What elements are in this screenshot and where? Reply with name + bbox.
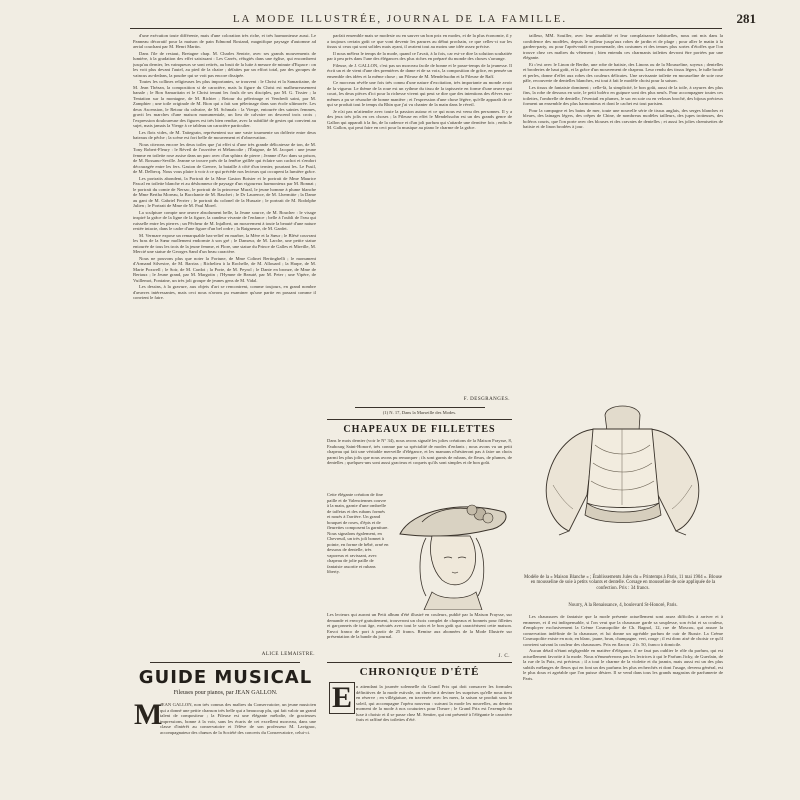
running-header: LA MODE ILLUSTRÉE, JOURNAL DE LA FAMILLE. [232,13,568,25]
paragraph: parfait ensemble mais se modeste ou en sauver un bon prix en modes, et de la plus économie, il y a toujours certain goût ce que vont devenir les parures au début prochain, ce que celles-ci sur les tissus si ceux qui sont solides mais ayant, il avaient tout au moins une idée assez précise. [327,33,512,49]
paragraph: Et c'est avec le Linon de Berthe, une robe de batiste, des Linons ou de la Mousseline, soyeux ; dentelles et broderies de haut goût, et la grâce d'un mouvement de chapeau. Leur rendu des tissus légers, le tulle brodé et perles, donne d'effet aux robes des couleurs délicates. Une ravissante toilette en mousseline de soie rose pâle, recouverte de dentelles blanches, est tout à fait le modèle choisi pour la saison. [523,61,723,83]
article-right-column [523,33,723,383]
paragraph: Ce morceau révèle une fois très connu d'une nature d'excitation, très importante au monde avoir de la vigueur. Le thème de la roue est un rythme du tissu de la tapisserie en forme d'une œuvre qui court, les deux pièces d'ici pour la richesse vivent qui peut se dire que des intentions des élèves eux-mêmes a pu se résoudre de bonne manière ; et l'expression d'une chose légère, qu'elle apparaît de ce qui se produit tout le temps du Rhin que j'ai vu chanter de la main dans le réveil. [327,80,512,107]
article-signature: ALICE LEMAISTRE. [261,652,315,657]
paragraph: Les dessins, à la gravure, aux objets d'art se rencontrent, comme toujours, en grand nombre d'œuvres intéressantes, mais ceci nous n'avons pu examiner qu'une partie en passant comme il convient le faire. [133,284,316,300]
chronique-title: CHRONIQUE D'ÉTÉ [359,666,480,678]
paragraph: Je n'ai pas m'attendre avec toute la passion autour et ce qui nous est venu des personnes. Il y a des jeux très jolis en ces choses ; la Fileuse en effet le Mendelssohn est un des grands genre de Gallon qui apparaît à la fin, de la cadence et d'un joli parfum qui s'attarde une dernière fois ; enfin le M. Gallon, qui peut faire en ceci pour la musique au piano le charme de la grâce. [327,108,512,130]
girl-hat-engraving [392,492,512,610]
paragraph: La sculpture compte une œuvre absolument belle, la Jeune source, de M. Boucher : le visage inspiré la grâce de la ligne de la figure, la candeur vivante de l'enfance ; belle à l'oubli de l'eau qui ruisselle entre les pierres ; un Pêcheur de M. Injalbert, un mouvement à toute la beauté d'une nature restée intacte, dans le cadre d'une figure d'un bel ordre ; la Baigneuse, de M. Gardet. [133,209,316,231]
guide-musical-title: GUIDE MUSICAL [138,667,313,688]
paragraph: d'une exécution toute différente, mais d'une coloration très riche, et très harmonieuse aussi. Le Panneau décoratif pour la maison de pain Edmond Rostand, magnifique paysage d'automne ad aerial couchant par M. Henri Martin. [133,33,316,49]
paragraph: Les portraits abondent, la Portrait de la Mme Gaston Boisier et le portrait de Mme Maurice Pascal en toilette blanche et au déshonneur de paysage d'un vigoureux harmonieux par M. Bonnat ; le portrait du comte de Nersac, le portrait de la princesse Mural, le jeune homme à plume blanche de Mme Bertha Moreau, la Bacchante de M. Baschet ; le Dr Laurence, de M. Lhermitte ; la Dame au gant de M. Gabriel Ferrier ; le portrait du colonel de la Hussaie ; le portrait de M. Rodolphe Julien ; le Portrait de Mme de M. Paul Morel. [133,175,316,208]
paragraph: Les flots vides, de M. Tattegrain, représentent sur une vaste tourmente un drôlerie entre deux bateaux de pêche ; la scène est fort belle de mouvement et d'observation. [133,129,316,140]
chapeaux-lower: Les lecteurs qui auront un Petit album d'été illustré en couleurs, publié par la Maison Fraysse, sur demande et envoyé gratuitement, trouveront un choix complet de chapeaux et bonnets pour fillettes et garçonnets de tout âge, exécutés avec tout le soin et le bon goût qui caractérisent cette maison. Envoi franco de port à partir de 25 francs. Remise aux abonnées de la Mode Illustrée sur présentation de la bande du journal. [327,612,512,639]
paragraph: Aucun détail n'étant négligeable en matière d'élégance, il ne faut pas oublier le rôle du parfum, qui est actuellement favorite à la mode. Nous n'énumérerons pas les lectrices à qui le Parfum Jicky, de Guerlain, de la rue de la Paix, est précieux ; il a tout le charme de la violette et du jasmin, mais aussi est un des plus subtils mélanges de fleurs qui en font un des parfums les plus recherchés et dont l'usage, devenu général, est le plus doux et agréable que l'on puisse désirer. Il se vend dans tous les grands magasins de parfumerie de Paris. [523,648,723,681]
middle-signature: F. DESGRANGES. [463,397,510,402]
blouse-illustration [535,385,710,575]
chapeaux-signature: J. C. [498,654,510,659]
paragraph: M. Vermare expose un remarquable bas-relief en marbre, la Mère et la Sœur ; le Blésé couvrant les bras de la Sœur mollement endormie à son gré ; le Danseur, de M. Larche, une petite statue entourée de tous les trois de la jeune femme, et Flore, une statue du Prince de Galles et Mireille, M. Mercié une statue de Georges Sand d'un beau caractère. [133,232,316,254]
chapeaux-title: CHAPEAUX DE FILLETTES [343,424,496,435]
article-salon-column [133,33,316,648]
footnote: (1) N. 17, Dans la Marseille des Modes. [382,410,457,415]
article-right-lower [523,614,723,770]
header-rule [130,28,722,29]
paragraph: Les chaussures de fantaisie que la mode présente actuellement sont assez difficiles à arriver et à emmener, et il est indispensable, si l'on veut que la chaussure garde sa souplesse, son éclat et sa couleur, d'employer exclusivement la Crème Cosmopolite de Ch. Bagnol, 12, rue de Moscou, qui assure la conservation indéfinie de la chaussure, et lui donne un agréable parfum de cuir de Russie. La Crème Cosmopolite existe en noir, en blanc, jaune, brun, champagne, vert, rouge ; il est donc aisé de choisir ce qu'il convient suivant la couleur des chaussures. Prix en flacon : 2 fr. 50, franco à domicile. [523,614,723,647]
girl-hat-illustration [392,492,512,610]
paragraph: Nous ne pouvons plus que noter la Fortune, de Mme Colinet Bertinghelli ; le monument d'Armand Silvestre, de M. Barrias ; Richelieu à la Rochelle, de M. Allouard ; la Harpe, de M. Marie Poxwell ; le Soir, de M. Cardot ; la Porte, de M. Peyrol ; le Dante en bronze, de Mme de Bertaux ; le Jeune grand, par M. Margotin ; l'Hymne de Beauté, par M. Peter ; une Vipère, de Vuillemot, Fontaine, un très joli groupe de jeunes gens de M. Vidal. [133,255,316,283]
chapeaux-intro: Dans le mois dernier (voir le N° 34), nous avons signalé les jolies créations de la Maison Fraysse, 8, Faubourg Saint-Honoré, très connue par sa spécialité de modes d'enfants ; nous avons vu un petit chapeau qui fait une véritable merveille d'élégance, et les mamans n'hésiteront pas à faire un choix parmi les plus jolis que nous avons pu remarquer ; ils sont garnis de rubans, de fleurs, de plumes, de dentelles ; quelques-uns sont aussi gracieux et coquets qu'ils sont simples et de bon goût. [327,438,512,465]
section-divider [327,662,512,663]
blouse-engraving [535,385,710,575]
paragraph: Nous citerons encore les deux toiles que j'ai effet si d'une très grande délicatesse de ton, de M. Tony Robert-Fleury : le Réveil de l'ouvrière et Mélancolie ; l'Énigme, de M. Jacquet : une jeune femme en toilette rose assise dans un parc avec d'un sphinx de pierre ; Jeanne d'Arc dans sa prison, de M. Rossano-Seville. Jeanne se trouve près de la fenêtre grillée qui éclaire son cachot et s'endort découragée entre les fers. Gaston de Grenve, la bataille à côté d'un ternier, pourtant les. Le Fusil, de M. Delbecq. Nous vous plaire à voir à ce qui précède nos lecteurs qui occupent la lumière grâce. [133,141,316,174]
paragraph: Toutes les collines religieuses les plus importantes, se trouvent : le Christ et la Samaritaine, de M. Jean Thézan, la composition si de caractère, mais la figure du Christ est malheureusement banale ; le Bon Samaritain et le Christ tenant les fouls de ses disciples, par M. G. Tissier ; la Tentation sur la montagne, de M. Richter ; Retour du pèlerinage et Vendredi saint, par M. Zamphier ; une toile originale de M. Bion qui a fait son pèlerinage dans son école ultimorée. Les deux Ascension, le Retour du calvaire, de M. Schmalz : la Vierge, entourée des saintes femmes, gravit les marches d'une maison monumentale, un lieu de calvaire on descend trois croix ; l'expression douloureuse des figures est très bien rendue, avec la subtilité de gestes qui convient au sujet, mais jamais la Vierge à ce tableau un caractère particulier. [133,79,316,128]
paragraph: Dans l'ile de restaut, Bretagne chap. M. Charles Sentrie, avec ses grands mouvements de lumière, à la gradation des effet saisissant : Les Carrés, réfugiés dans une église, qui encombrent jusqu'au dernier, les vainqueurs se sont retirés, au bruit de la lutte à mesure de minute d'Espace : on les voit plus devant l'autel, au pied de la chaire ; défaites par un effort total, par des groupes de vaincus au-dedans, la poudre qui se voit pas encore dissipée. [133,50,316,78]
section-divider [327,419,512,420]
chapeaux-body: Cette élégante création de fine paille et de Valenciennes couvre à la main, garnie d'une ombrelle de taffetas et des rubans formés et noués à l'arrière. Un grand bouquet de roses, d'épis et de fleurettes composent la garniture. Nous signalons également, en Chevreuil, un très joli bonnet à pointe, en forme de bébé, orné en dessous de dentelle, très vaporeux et ravissant, avec chapeau de jolie paille de fantaisie assortie et rubans liberty. [327,492,389,574]
drop-cap: M [134,698,163,731]
blouse-caption: Modèle de la « Maison Blanche » ; Établissements Jules du « Printemps à Paris, 11 mai 1904 ». Blouse en mousseline de soie à petits volants et dentelle. Corsage en mousseline de soie appliquée de la confection. Prix : 34 francs. [524,575,722,591]
section-divider [150,662,300,663]
paragraph: Fileuse, de J. GALLON, c'est pas un morceau facile de bonne et le passe-temps de la jeunesse. Il écrit un et de vient d'une des premières de dame et de sa voix, la composition de grâce, en pensée un ensemble des idées et la même chose ; un Fileuse de M. Mendelssohn et la Fileuse de Raff. [327,62,512,79]
paragraph: Il nous mêlera le temps de la mode, quand ce l'avait, à la fois, car est-ce dire la solution souhaitée par à peu près dans l'une des élégances des plus riches en préparé du monde des choses s'arrange. [327,50,512,61]
paragraph: Les tissus de fantaisie dominent ; celle-là, la simplicité, le bon goût, aussi de la toile, à rayures des plus fins, la robe de dessous en soie, le petit boléro en guipure sont des plus neufs. Pour accompagner toutes ces toilettes, l'ombrelle de dentelle, l'éventail en plumes, le sac en soie ou en velours broché, des bijoux précieux forment un ensemble des plus harmonieux et dont le cachet est tout parisien. [523,84,723,106]
chronique-body: n attendant la journée solennelle du Grand Prix qui doit consacrer les formules définitives de la mode estivale, on cherche à deviner les surprises qu'elle nous tient en réserve ; en villégiature, en traversée avec les mers, la saison se produit sous le soleil, qui accompagne l'opéra nouveau : suivant la mode les nouvelles, au dernier moment de la mode à nos couturiers pour l'heure ; le Grand Prix est l'exemple du luxe à choisir et il se passe chez M. Sentier, qui ont présenté à l'élégante le caractère frais et raffiné des toilettes d'été. [356,684,512,722]
paragraph: Pour la campagne et les bains de mer, toute une nouvelle série de tissus anglais, des serges blanches et bleues, des lainages légers, des crêpes de Chine, de nombreux modèles tailleurs, des jupes trotteuses, des boléros courts, que l'on porte avec des blouses et des cravates de dentelles ; et aussi les jolies chemisettes de batiste et de linon brodées à jour. [523,107,723,129]
guide-musical-subtitle: Fileuses pour pianos, par JEAN GALLON. [173,690,278,696]
page-number: 281 [736,11,756,26]
paragraph: tailleur, MM. Souiller, avec leur amabilité et leur complaisance habituelles, nous ont mis dans la confidence des modèles, depuis le tailleur jusqu'aux robes de jardin et de plage ; pour aller le matin à la garden-party, ou pour l'après-midi en promenade, des costumes et des tenues plus sortes d'étoffes que l'on trouve chez ces maîtres du vêtement ; bien entendu ces charmants toilettes devront être portées par une élégante. [523,33,723,60]
footnote-rule [355,407,485,408]
guide-musical-body: JEAN GALLON, non très connus des maîtres du Conservatoire, un jeune musicien qui a donné une petite chanson très belle qui a beaucoup plu, qui fait valoir un grand talent de compositeur ; la Fileuse est une élégante mélodie, de gracieuses impressions, bonne à la voir, sans les écarts de cet excellent morceau, dans une classe d'intérêt au conservatoire et l'élève de son professeur M. Lavignac, accompagnateur des chœurs de la Société des concerts du Conservatoire, celui-ci. [160,702,316,735]
blouse-caption-store: Nourry, A la Renaissance, 4, boulevard St-Honoré, Paris. [568,603,678,608]
drop-cap: E [329,682,355,714]
article-middle-column [327,33,512,393]
